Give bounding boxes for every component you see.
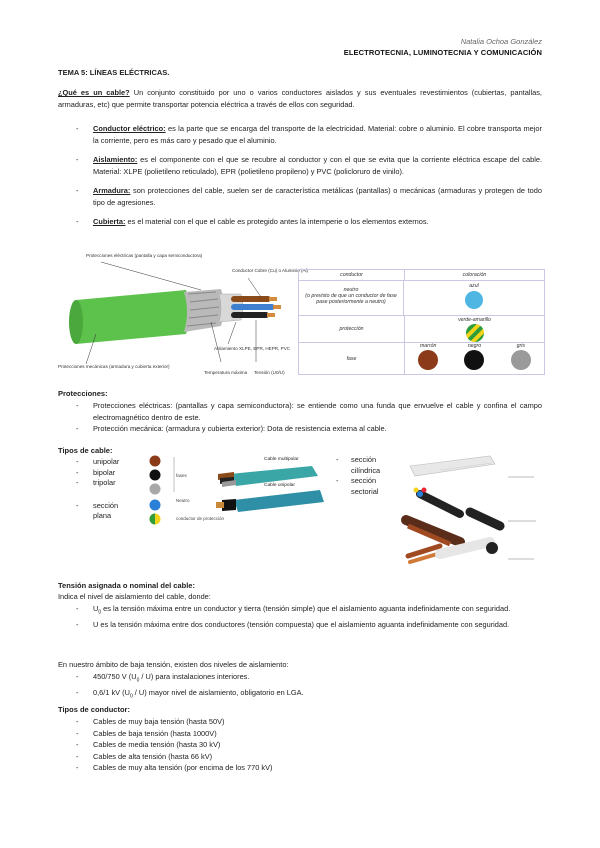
cable-parts-list bbox=[76, 123, 542, 228]
tipos-conductor-heading: Tipos de conductor: bbox=[58, 705, 130, 714]
tension-heading: Tensión asignada o nominal del cable: bbox=[58, 581, 195, 590]
label-tension: Tensión (U0/U) bbox=[254, 370, 285, 375]
list-item: - sección plana bbox=[76, 500, 119, 520]
conductor-color-table: conductor coloración neutro (o previsto de que un conductor de fase pase posteriormente a neutro) azul protección verde-amarillo fase marrón negro gris bbox=[298, 269, 545, 375]
tension-levels-list bbox=[76, 671, 542, 703]
label-conductor: Conductor Cobre (Cu) o Aluminio (Al) bbox=[232, 268, 309, 273]
table-row: fase marrón negro gris bbox=[299, 343, 544, 375]
list-item: - U es la tensión máxima entre dos conductores (tensión compuesta) que el aislamiento aguanta indefinidamente con seguridad. bbox=[76, 619, 510, 629]
list-item: - bipolar bbox=[76, 467, 116, 477]
list-item: - unipolar bbox=[76, 457, 120, 466]
table-row: neutro (o previsto de que un conductor de fase pase posteriormente a neutro) azul bbox=[299, 281, 544, 316]
label-aislamiento: Aislamiento XLPE, EPR, HEPR, PVC bbox=[214, 346, 291, 351]
list-item: - Cables de muy baja tensión (hasta 50V) bbox=[76, 717, 225, 726]
tipos-cable-heading: Tipos de cable: bbox=[58, 446, 113, 455]
list-item: - Conductor eléctrico: es la parte que se encarga del transporte de la electricidad. Material: cobre o aluminio. El cobre transporta mejor la corriente, pero es más caro y pesado que el aluminio. bbox=[76, 124, 542, 145]
list-item: - Protección mecánica: (armadura y cubierta exterior): Dota de resistencia externa al cable. bbox=[76, 424, 387, 433]
list-item: - Cables de muy alta tensión (por encima de los 770 kV) bbox=[76, 763, 273, 772]
table-row: protección verde-amarillo bbox=[299, 316, 544, 343]
label-protecciones: Protecciones eléctricas (pantalla y capa semiconductora) bbox=[86, 253, 203, 258]
list-item: - Cables de media tensión (hasta 30 kV) bbox=[76, 740, 221, 749]
tipos-cable-list bbox=[76, 457, 136, 522]
protecciones-heading: Protecciones: bbox=[58, 389, 108, 398]
page-title: TEMA 5: LÍNEAS ELÉCTRICAS. bbox=[58, 68, 170, 77]
intro-paragraph bbox=[58, 87, 542, 111]
dot-azul bbox=[150, 500, 161, 511]
tipos-conductor-list bbox=[76, 716, 542, 774]
conductor-brown bbox=[231, 296, 271, 302]
dot-gris bbox=[150, 484, 161, 495]
cable-structure-diagram bbox=[56, 252, 309, 380]
cable-jacket bbox=[72, 290, 190, 344]
conductor-blue bbox=[231, 304, 275, 310]
tension-list bbox=[76, 603, 542, 630]
label-cable-multipolar: Cable multipolar bbox=[264, 457, 299, 462]
list-item: - Cables de baja tensión (hasta 1000V) bbox=[76, 728, 217, 738]
tension-levels-intro: En nuestro ámbito de baja tensión, existen dos niveles de aislamiento: bbox=[58, 660, 289, 669]
intro-text: Un conjunto constituido por uno o varios conductores aislados y sus eventuales revestimientos (cubiertas, pantallas, armaduras, etc) que permite transportar potencia eléctrica a través de ellos con seguridad. bbox=[58, 88, 542, 109]
swatch-azul bbox=[465, 291, 483, 309]
legend-proteccion: conductor de protección bbox=[176, 516, 225, 521]
photo-flat-cable bbox=[410, 456, 495, 476]
list-item: - tripolar bbox=[76, 478, 116, 487]
swatch-gris bbox=[511, 350, 531, 370]
list-item: - Cables de alta tensión (hasta 66 kV) bbox=[76, 751, 213, 761]
conductor-color-dots bbox=[146, 455, 170, 527]
protecciones-list bbox=[76, 400, 542, 435]
cable-unipolar bbox=[234, 490, 324, 512]
label-protecciones-mecanicas: Protecciones mecánicas (armadura y cubierta exterior) bbox=[58, 364, 170, 369]
list-item: - Protecciones eléctricas: (pantallas y capa semiconductora): se entiende como una funda que envuelve el cable y confina el campo electromagnético dentro de este. bbox=[76, 401, 542, 422]
swatch-negro bbox=[464, 350, 484, 370]
list-item: - 0,6/1 kV $(U_0 / U)$ mayor nivel de aislamiento, obligatorio en LGA. bbox=[76, 687, 304, 700]
swatch-verde-amarillo bbox=[466, 324, 484, 342]
cable-photos bbox=[400, 450, 550, 572]
list-item: - 450/750 V $(U_0 / U)$ para instalaciones interiores. bbox=[76, 672, 250, 684]
photo-round-cable bbox=[420, 494, 460, 514]
cable-types-illustration bbox=[172, 452, 332, 528]
dot-negro bbox=[150, 470, 161, 481]
dot-marron bbox=[150, 456, 161, 467]
conductor-black bbox=[231, 312, 269, 318]
header-course: ELECTROTECNIA, LUMINOTECNIA Y COMUNICACIÓN bbox=[343, 48, 542, 57]
list-item: - Aislamiento: es el componente con el que se recubre al conductor y con el que se evita que la corriente eléctrica escape del cable. Material: XLPE (polietileno reticulado), EPR (polietileno propileno) y PVC (policloruro de vinilo). bbox=[76, 155, 542, 176]
tension-intro: Indica el nivel de aislamiento del cable, donde: bbox=[58, 592, 211, 601]
list-item: - sección cilíndrica bbox=[336, 455, 381, 475]
tipos-seccion-list bbox=[336, 455, 396, 497]
legend-neutro: Neutro bbox=[176, 498, 190, 503]
header-author: Natalia Ochoa González bbox=[460, 37, 542, 46]
list-item: - sección sectorial bbox=[336, 476, 379, 496]
label-cable-unipolar: Cable unipolar bbox=[264, 483, 295, 488]
legend-fases: fases bbox=[176, 473, 187, 478]
list-item: - Cubierta: es el material con el que el cable es protegido antes la intemperie o los elementos externos. bbox=[76, 217, 429, 226]
label-temperatura: Temperatura máxima bbox=[204, 370, 248, 375]
intro-question: ¿Qué es un cable? bbox=[58, 88, 130, 97]
list-item: - Armadura: son protecciones del cable, suelen ser de característica metálicas (pantallas) o mecánicas (armaduras y protegen de todo tipo de agresiones. bbox=[76, 186, 542, 207]
list-item: - $U_0$ es la tensión máxima entre un conductor y tierra (tensión simple) que el aislamiento aguanta indefinidamente con seguridad. bbox=[76, 604, 511, 616]
swatch-marron bbox=[418, 350, 438, 370]
